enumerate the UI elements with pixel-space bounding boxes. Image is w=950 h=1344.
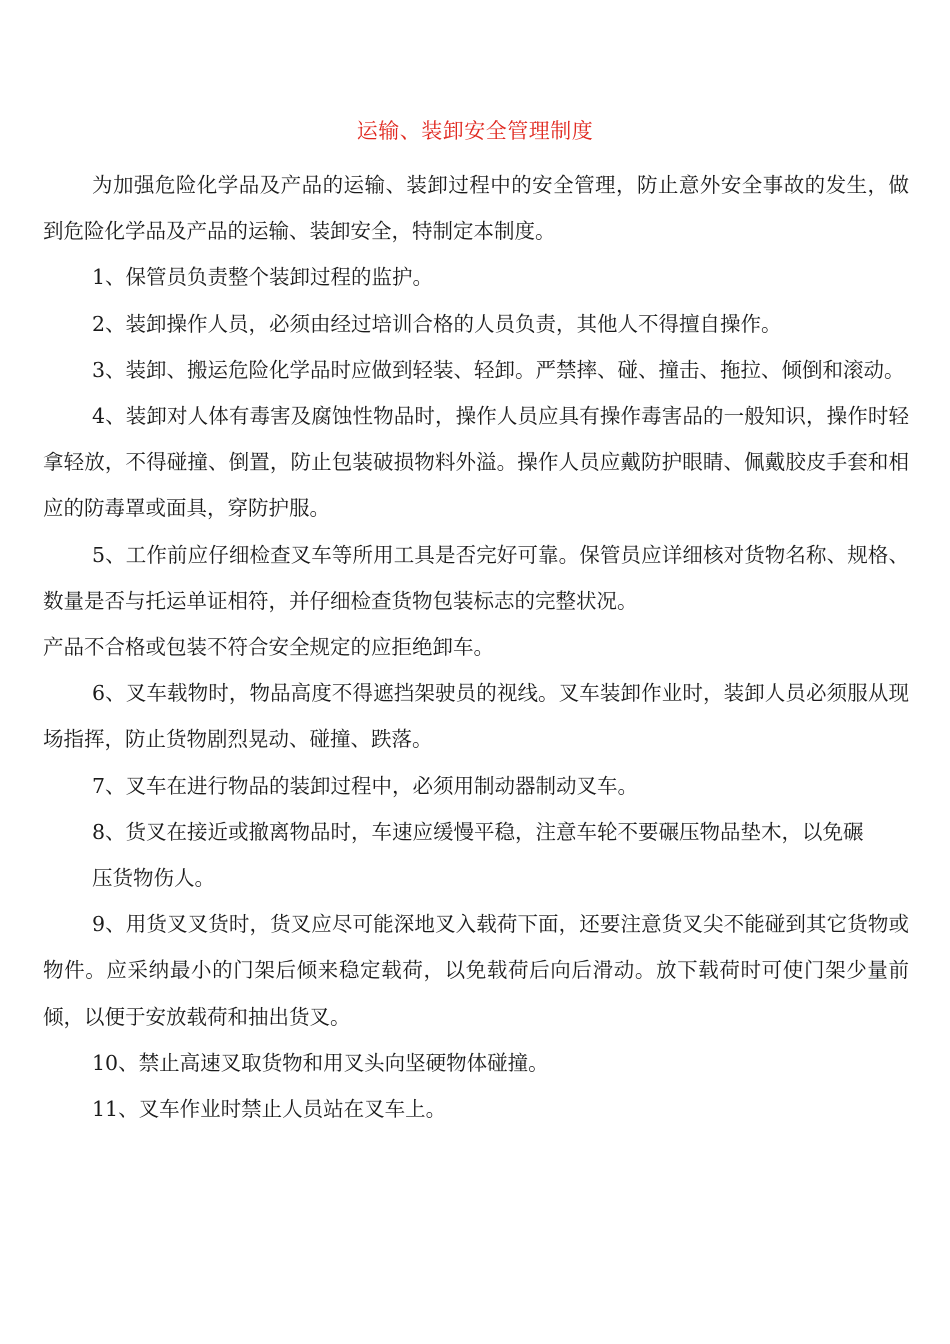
rule-7: 7、叉车在进行物品的装卸过程中，必须用制动器制动叉车。: [92, 773, 639, 798]
rule-5-continuation: 产品不合格或包装不符合安全规定的应拒绝卸车。: [43, 635, 494, 660]
rule-8-continuation: 压货物伤人。: [92, 866, 215, 891]
rule-2: 2、装卸操作人员，必须由经过培训合格的人员负责，其他人不得擅自操作。: [92, 311, 782, 336]
rule-6: 6、叉车载物时，物品高度不得遮挡架驶员的视线。叉车装卸作业时，装卸人员必须服从现场指挥，防止货物剧烈晃动、碰撞、跌落。: [43, 681, 909, 752]
rule-1: 1、保管员负责整个装卸过程的监护。: [92, 265, 434, 290]
rule-10: 10、禁止高速叉取货物和用叉头向坚硬物体碰撞。: [92, 1050, 549, 1075]
document-body: [43, 162, 909, 1132]
rule-8: 8、货叉在接近或撤离物品时，车速应缓慢平稳，注意车轮不要碾压物品垫木，以免碾: [92, 819, 864, 844]
rule-4: 4、装卸对人体有毒害及腐蚀性物品时，操作人员应具有操作毒害品的一般知识，操作时轻拿轻放，不得碰撞、倒置，防止包装破损物料外溢。操作人员应戴防护眼睛、佩戴胶皮手套和相应的防毒罩或面具，穿防护服。: [43, 404, 909, 521]
rule-5: 5、工作前应仔细检查叉车等所用工具是否完好可靠。保管员应详细核对货物名称、规格、数量是否与托运单证相符，并仔细检查货物包装标志的完整状况。: [43, 542, 909, 613]
intro-paragraph: 为加强危险化学品及产品的运输、装卸过程中的安全管理，防止意外安全事故的发生，做到危险化学品及产品的运输、装卸安全，特制定本制度。: [43, 173, 909, 244]
document-title: 运输、装卸安全管理制度: [356, 119, 594, 143]
rule-11: 11、叉车作业时禁止人员站在叉车上。: [92, 1097, 447, 1122]
rule-9: 9、用货叉叉货时，货叉应尽可能深地叉入载荷下面，还要注意货叉尖不能碰到其它货物或物件。应采纳最小的门架后倾来稳定载荷，以免载荷后向后滑动。放下载荷时可使门架少量前倾，以便于安放载荷和抽出货叉。: [43, 912, 909, 1029]
rule-3: 3、装卸、搬运危险化学品时应做到轻装、轻卸。严禁摔、碰、撞击、拖拉、倾倒和滚动。: [92, 357, 905, 382]
